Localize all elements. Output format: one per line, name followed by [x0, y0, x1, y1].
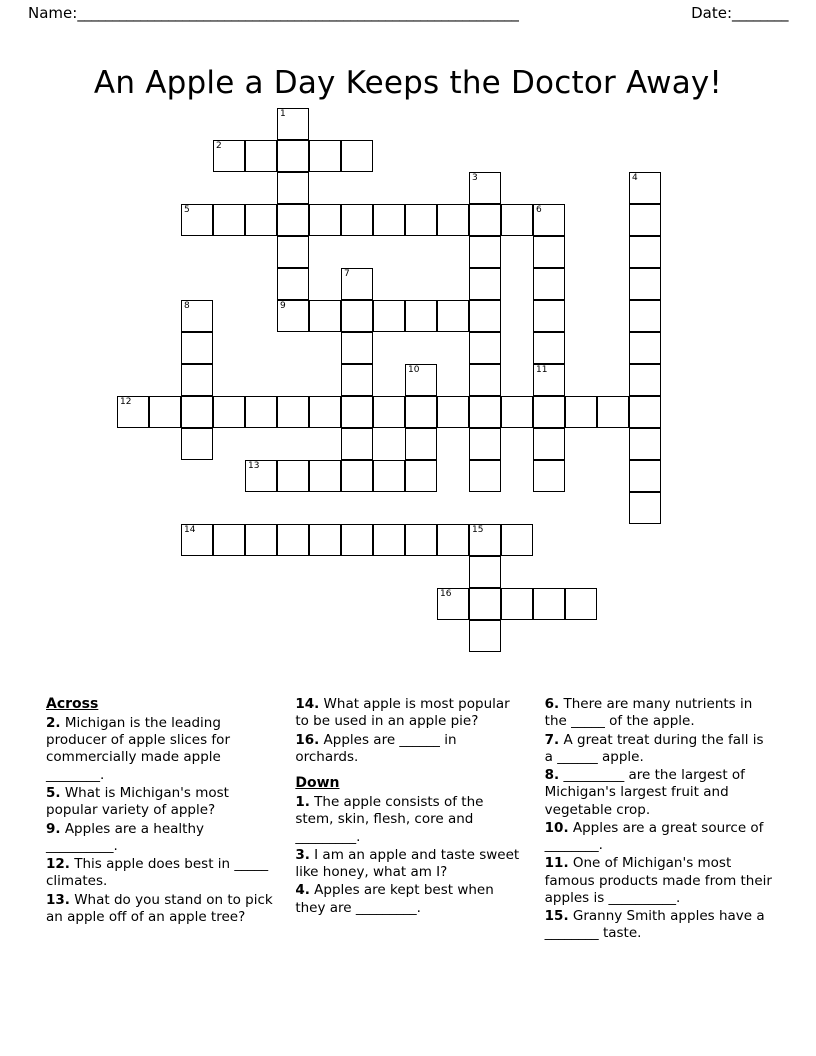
- grid-cell[interactable]: [469, 236, 501, 268]
- grid-cell[interactable]: [405, 204, 437, 236]
- grid-cell[interactable]: [629, 268, 661, 300]
- across-clue: [46, 856, 273, 891]
- grid-cell[interactable]: [245, 140, 277, 172]
- clue-text: Granny Smith apples have a ________ taste.: [544, 908, 765, 942]
- grid-cell[interactable]: [373, 460, 405, 492]
- grid-cell[interactable]: [405, 396, 437, 428]
- grid-cell[interactable]: [373, 524, 405, 556]
- grid-cell[interactable]: [373, 396, 405, 428]
- grid-cell-numbered[interactable]: [277, 108, 309, 140]
- clue-number: 10.: [544, 819, 569, 836]
- grid-cell-number: 14: [184, 525, 196, 535]
- grid-cell[interactable]: [501, 588, 533, 620]
- clue-text: What is Michigan's most popular variety of apple?: [46, 784, 229, 819]
- grid-cell[interactable]: [341, 364, 373, 396]
- grid-cell[interactable]: [181, 332, 213, 364]
- clue-text: Apples are kept best when they are _________.: [295, 882, 494, 916]
- name-label: Name:: [28, 4, 78, 22]
- clue-text: What apple is most popular to be used in an apple pie?: [295, 696, 510, 730]
- grid-cell[interactable]: [181, 428, 213, 460]
- clue-number: 8.: [544, 767, 560, 784]
- clue-text: Apples are a great source of ________.: [544, 819, 764, 854]
- down-clue: [545, 820, 772, 855]
- across-clue: [46, 715, 273, 784]
- grid-cell-number: 16: [440, 589, 452, 599]
- grid-cell[interactable]: [277, 524, 309, 556]
- clue-text: This apple does best in _____ climates.: [46, 856, 269, 890]
- grid-cell[interactable]: [469, 460, 501, 492]
- grid-cell[interactable]: [309, 396, 341, 428]
- grid-cell[interactable]: [501, 396, 533, 428]
- grid-cell-number: 2: [216, 141, 222, 151]
- clue-text: A great treat during the fall is a ______ apple.: [544, 731, 764, 765]
- grid-cell[interactable]: [213, 204, 245, 236]
- across-clue: [46, 892, 273, 927]
- clue-number: 16.: [295, 731, 320, 748]
- down-clue: [295, 882, 522, 917]
- down-clue: [295, 794, 522, 846]
- grid-cell-numbered[interactable]: [181, 300, 213, 332]
- grid-cell-numbered[interactable]: [245, 460, 277, 492]
- grid-cell[interactable]: [501, 524, 533, 556]
- grid-cell[interactable]: [629, 332, 661, 364]
- grid-cell-number: 11: [536, 365, 548, 375]
- grid-cell[interactable]: [405, 300, 437, 332]
- grid-cell-number: 4: [632, 173, 638, 183]
- grid-cell[interactable]: [469, 364, 501, 396]
- clue-number: 13.: [46, 891, 70, 908]
- clue-number: 7.: [544, 731, 560, 748]
- grid-cell-numbered[interactable]: [181, 524, 213, 556]
- grid-cell-number: 10: [408, 365, 420, 375]
- grid-cell[interactable]: [501, 204, 533, 236]
- grid-cell-numbered[interactable]: [341, 268, 373, 300]
- grid-cell[interactable]: [629, 460, 661, 492]
- grid-cell-numbered[interactable]: [469, 524, 501, 556]
- grid-cell[interactable]: [469, 588, 501, 620]
- clue-number: 1.: [295, 793, 310, 810]
- grid-cell-numbered[interactable]: [533, 204, 565, 236]
- date-label: Date:: [691, 4, 732, 22]
- grid-cell-number: 6: [536, 205, 542, 215]
- grid-cell[interactable]: [469, 620, 501, 652]
- down-clue: [545, 732, 772, 767]
- grid-cell-numbered[interactable]: [405, 364, 437, 396]
- grid-cell[interactable]: [341, 460, 373, 492]
- grid-cell[interactable]: [533, 332, 565, 364]
- clue-number: 5.: [46, 784, 61, 801]
- grid-cell-number: 8: [184, 301, 190, 311]
- grid-cell-numbered[interactable]: [181, 204, 213, 236]
- grid-cell[interactable]: [405, 428, 437, 460]
- clue-number: 14.: [295, 696, 320, 712]
- grid-cell[interactable]: [629, 396, 661, 428]
- clue-text: One of Michigan's most famous products made from their apples is __________.: [544, 855, 772, 906]
- grid-cell-number: 7: [344, 269, 350, 279]
- grid-cell[interactable]: [565, 396, 597, 428]
- grid-cell[interactable]: [533, 428, 565, 460]
- grid-cell[interactable]: [245, 204, 277, 236]
- grid-cell[interactable]: [213, 396, 245, 428]
- grid-cell-number: 15: [472, 525, 484, 535]
- grid-cell[interactable]: [469, 556, 501, 588]
- grid-cell[interactable]: [469, 204, 501, 236]
- grid-cell[interactable]: [341, 300, 373, 332]
- down-clue: [545, 908, 772, 943]
- clue-text: Michigan is the leading producer of apple slices for commercially made apple ________.: [46, 714, 230, 783]
- grid-cell-number: 5: [184, 205, 190, 215]
- grid-cell-numbered[interactable]: [437, 588, 469, 620]
- grid-cell[interactable]: [341, 204, 373, 236]
- down-clue: [545, 855, 772, 907]
- grid-cell[interactable]: [309, 460, 341, 492]
- clue-text: The apple consists of the stem, skin, flesh, core and _________.: [295, 793, 484, 845]
- grid-cell-number: 1: [280, 109, 286, 119]
- grid-cell[interactable]: [277, 236, 309, 268]
- grid-cell-numbered[interactable]: [629, 172, 661, 204]
- grid-cell-numbered[interactable]: [277, 300, 309, 332]
- clue-text: I am an apple and taste sweet like honey, what am I?: [295, 846, 520, 881]
- name-blank-line[interactable]: _______________________________________________________________: [77, 4, 519, 22]
- across-clue: [46, 785, 273, 820]
- clue-number: 4.: [295, 882, 310, 899]
- date-blank-line[interactable]: ________: [732, 4, 788, 22]
- clue-number: 2.: [46, 714, 61, 731]
- clue-number: 3.: [295, 846, 310, 863]
- grid-cell[interactable]: [213, 524, 245, 556]
- down-clue: [545, 696, 772, 731]
- grid-cell[interactable]: [245, 396, 277, 428]
- grid-cell[interactable]: [629, 300, 661, 332]
- grid-cell[interactable]: [341, 524, 373, 556]
- grid-cell[interactable]: [309, 204, 341, 236]
- grid-cell-number: 12: [120, 397, 132, 407]
- grid-cell[interactable]: [341, 428, 373, 460]
- grid-cell[interactable]: [309, 524, 341, 556]
- clue-text: What do you stand on to pick an apple off of an apple tree?: [46, 891, 273, 925]
- grid-cell[interactable]: [341, 140, 373, 172]
- grid-cell[interactable]: [405, 524, 437, 556]
- across-clue: [295, 696, 522, 731]
- grid-cell[interactable]: [533, 236, 565, 268]
- grid-cell-number: 3: [472, 173, 478, 183]
- grid-cell-numbered[interactable]: [117, 396, 149, 428]
- down-clue: [295, 847, 522, 882]
- grid-cell[interactable]: [469, 396, 501, 428]
- grid-cell[interactable]: [629, 364, 661, 396]
- grid-cell[interactable]: [437, 524, 469, 556]
- grid-cell[interactable]: [341, 396, 373, 428]
- down-clue: [545, 767, 772, 819]
- clue-number: 9.: [46, 820, 61, 837]
- grid-cell[interactable]: [533, 300, 565, 332]
- grid-cell[interactable]: [629, 236, 661, 268]
- grid-cell[interactable]: [533, 268, 565, 300]
- grid-cell[interactable]: [373, 300, 405, 332]
- grid-cell[interactable]: [309, 300, 341, 332]
- grid-cell[interactable]: [469, 300, 501, 332]
- clue-number: 15.: [544, 908, 569, 925]
- grid-cell[interactable]: [629, 428, 661, 460]
- grid-cell[interactable]: [533, 396, 565, 428]
- grid-cell[interactable]: [181, 396, 213, 428]
- clue-number: 12.: [46, 856, 70, 873]
- grid-cell[interactable]: [181, 364, 213, 396]
- clue-text: Apples are a healthy __________.: [46, 820, 204, 854]
- grid-cell[interactable]: [341, 332, 373, 364]
- across-heading: Across: [46, 696, 99, 712]
- grid-cell[interactable]: [565, 588, 597, 620]
- grid-cell[interactable]: [277, 460, 309, 492]
- grid-cell-numbered[interactable]: [213, 140, 245, 172]
- grid-cell[interactable]: [373, 204, 405, 236]
- grid-cell[interactable]: [533, 588, 565, 620]
- grid-cell[interactable]: [277, 204, 309, 236]
- grid-cell[interactable]: [533, 460, 565, 492]
- grid-cell[interactable]: [149, 396, 181, 428]
- clue-text: _________ are the largest of Michigan's largest fruit and vegetable crop.: [544, 767, 745, 818]
- clue-text: Apples are ______ in orchards.: [295, 731, 457, 765]
- clue-number: 6.: [544, 696, 560, 712]
- across-clue: [295, 732, 522, 767]
- grid-cell-number: 13: [248, 461, 260, 471]
- grid-cell[interactable]: [469, 268, 501, 300]
- grid-cell[interactable]: [629, 204, 661, 236]
- grid-cell[interactable]: [277, 172, 309, 204]
- grid-cell-numbered[interactable]: [533, 364, 565, 396]
- clue-number: 11.: [544, 855, 569, 872]
- grid-cell[interactable]: [405, 460, 437, 492]
- grid-cell[interactable]: [277, 396, 309, 428]
- grid-cell[interactable]: [437, 204, 469, 236]
- grid-cell[interactable]: [597, 396, 629, 428]
- clue-text: There are many nutrients in the _____ of the apple.: [544, 696, 753, 730]
- grid-cell[interactable]: [437, 396, 469, 428]
- across-clue: [46, 821, 273, 856]
- grid-cell[interactable]: [629, 492, 661, 524]
- grid-cell[interactable]: [245, 524, 277, 556]
- clues-container: [46, 696, 772, 943]
- grid-cell[interactable]: [469, 332, 501, 364]
- grid-cell[interactable]: [277, 140, 309, 172]
- grid-cell-numbered[interactable]: [469, 172, 501, 204]
- grid-cell[interactable]: [469, 428, 501, 460]
- grid-cell-number: 9: [280, 301, 286, 311]
- page-title: An Apple a Day Keeps the Doctor Away!: [93, 64, 723, 101]
- down-heading: Down: [295, 775, 340, 792]
- grid-cell[interactable]: [437, 300, 469, 332]
- grid-cell[interactable]: [277, 268, 309, 300]
- grid-cell[interactable]: [309, 140, 341, 172]
